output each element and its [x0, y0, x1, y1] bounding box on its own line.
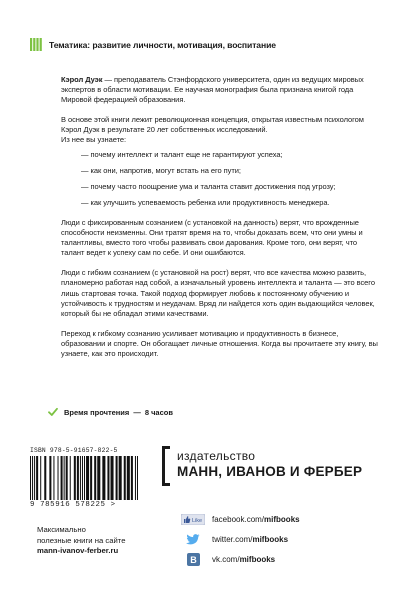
vk-badge-text: В	[189, 554, 197, 565]
list-item: — почему интеллект и талант еще не гарантируют успеха;	[81, 149, 283, 159]
reading-time-label: Время прочтения	[64, 407, 130, 417]
barcode-digits	[30, 501, 138, 509]
vk-handle: mifbooks	[239, 554, 276, 564]
twitter-handle: mifbooks	[252, 534, 289, 544]
reading-time-value: 8 часов	[144, 407, 173, 417]
facebook-like-icon	[180, 514, 206, 525]
facebook-url	[212, 515, 300, 524]
website-link[interactable]: mann-ivanov-ferber.ru	[37, 546, 119, 555]
back-cover-description	[61, 75, 379, 369]
promo-line-1: Максимально	[37, 525, 86, 534]
barcode-bar	[116, 456, 118, 500]
list-item: — как улучшить успеваемость ребенка или продуктивность менеджера.	[81, 197, 330, 207]
barcode-bar	[86, 456, 89, 500]
list-item: — как они, напротив, могут встать на его пути;	[81, 165, 241, 175]
concept-text: В основе этой книги лежит революционная концепция, открытая известным психологом Кэрол Дуэк в результате 20 лет собственных исследований.	[61, 115, 364, 135]
social-links	[180, 511, 300, 571]
learn-list	[61, 150, 379, 208]
twitter-prefix: twitter.com/	[212, 534, 253, 544]
barcode-block	[30, 447, 138, 509]
facebook-handle: mifbooks	[264, 514, 300, 524]
twitter-bird-icon	[186, 534, 200, 545]
vk-url	[212, 555, 275, 564]
barcode-bar	[70, 456, 71, 500]
barcode-bar	[82, 456, 83, 500]
barcode-bar	[102, 456, 105, 500]
transition-paragraph: Переход к гибкому сознанию усиливает мотивацию и продуктивность в бизнесе, образовании и спорте. Он обогащает личные отношения. Когда вы прочитаете эту книгу, вы узнаете, как это происходит.	[61, 328, 378, 358]
intro-text: — преподаватель Стэнфордского университета, один из ведущих мировых экспертов в области мотивации. Ее научная монография была признана книгой года Мировой федерацией образования.	[61, 75, 364, 105]
barcode-bar	[119, 456, 122, 500]
barcode-group-1: 785916	[40, 501, 71, 509]
publisher-label: издательство	[177, 449, 256, 463]
vk-icon	[180, 553, 206, 566]
barcode-bar	[80, 456, 81, 500]
vk-logo-icon	[187, 553, 200, 566]
barcode-bar	[53, 456, 54, 500]
facebook-like-text: Like	[192, 517, 203, 524]
topic-label: Тематика: развитие личности, мотивация, воспитание	[49, 39, 276, 50]
publisher-name: МАНН, ИВАНОВ И ФЕРБЕР	[177, 464, 363, 479]
barcode-bar	[66, 456, 68, 500]
promo-line-2: полезные книги на сайте	[37, 535, 126, 545]
barcode-bar	[34, 456, 35, 500]
barcode-bar	[40, 456, 41, 500]
barcode-bar	[107, 456, 109, 500]
barcode-image	[30, 456, 138, 500]
list-item: — почему часто поощрение ума и таланта ставит достижения под угрозу;	[81, 181, 336, 191]
author-name: Кэрол Дуэк	[61, 75, 103, 84]
barcode-bar	[58, 456, 59, 500]
barcode-bar	[90, 456, 92, 500]
barcode-bar	[97, 456, 100, 500]
barcode-arrow: >	[110, 501, 116, 509]
website-promo	[37, 525, 126, 557]
barcode-bar	[30, 456, 31, 500]
twitter-icon	[180, 534, 206, 545]
check-icon	[48, 407, 58, 417]
barcode-bar	[36, 456, 38, 500]
twitter-url	[212, 535, 288, 544]
publisher-logo	[162, 444, 390, 490]
barcode-bar	[44, 456, 46, 500]
reading-time	[48, 407, 173, 417]
learn-intro: Из нее вы узнаете:	[61, 135, 127, 145]
barcode-bar	[77, 456, 79, 500]
barcode-bar	[127, 456, 130, 500]
fixed-mindset-paragraph: Люди с фиксированным сознанием (с установкой на данность) верят, что врожденные способности неизменны. Они тратят время на то, чтобы доказать всем, что они умны и талантливы, вместо того чтобы развивать свои дарования. Кроме того, они верят, что талант ведет к успеху сам по себе. И они ошибаются.	[61, 217, 363, 258]
vk-prefix: vk.com/	[212, 554, 240, 564]
topic-header	[30, 38, 394, 51]
barcode-bar	[84, 456, 85, 500]
barcode-bar	[135, 456, 136, 500]
twitter-link[interactable]	[180, 531, 300, 547]
barcode-bar	[74, 456, 76, 500]
barcode-bar	[131, 456, 133, 500]
barcode-bar	[61, 456, 63, 500]
barcode-bar	[94, 456, 96, 500]
barcode-bar	[124, 456, 126, 500]
reading-time-dash: —	[133, 407, 141, 417]
facebook-like-badge	[181, 514, 205, 525]
facebook-link[interactable]	[180, 511, 300, 527]
barcode-bar	[49, 456, 51, 500]
book-stack-icon	[30, 38, 43, 51]
barcode-bar	[110, 456, 113, 500]
barcode-bar	[32, 456, 33, 500]
isbn-number: ISBN 978-5-91657-822-5	[30, 447, 118, 454]
barcode-bar	[137, 456, 138, 500]
barcode-first-digit: 9	[30, 501, 36, 509]
vk-link[interactable]	[180, 551, 300, 567]
facebook-prefix: facebook.com/	[212, 514, 265, 524]
barcode-group-2: 578225	[75, 501, 106, 509]
growth-mindset-paragraph: Люди с гибким сознанием (с установкой на рост) верят, что все качества можно развить, планомерно работая над собой, а изначальный уровень интеллекта и таланта — это всего лишь стартовая точка. Такой подход формирует любовь к постоянному обучению и устойчивость к трудностям и неудачам. Вряд ли найдется хоть один выдающийся человек, который бы не обладал этими качествами.	[61, 268, 375, 318]
intro-paragraph	[61, 75, 379, 105]
barcode-bar	[64, 456, 65, 500]
concept-paragraph	[61, 115, 379, 145]
bracket-icon	[162, 446, 170, 486]
